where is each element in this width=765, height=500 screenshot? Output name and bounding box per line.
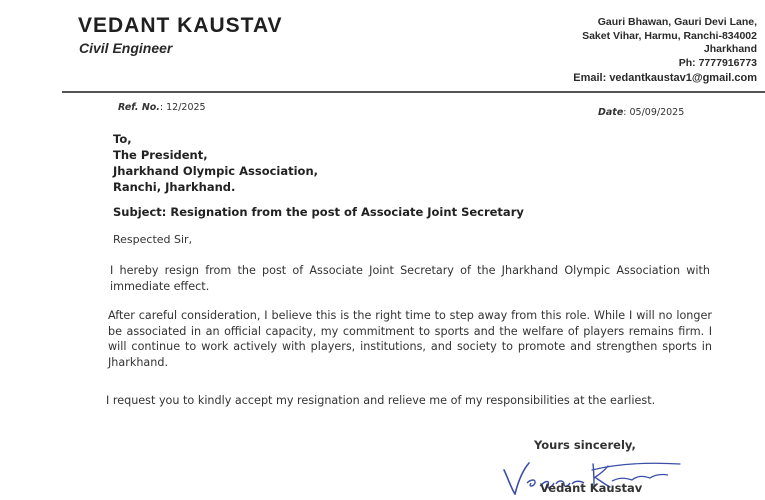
letterhead-address [582, 16, 757, 57]
recipient-address [113, 131, 318, 195]
address-line: Saket Vihar, Harmu, Ranchi-834002 [582, 29, 757, 42]
address-line: Gauri Bhawan, Gauri Devi Lane, [597, 16, 757, 28]
letterhead-email: Email: vedantkaustav1@gmail.com [573, 72, 757, 84]
address-line: Jharkhand [703, 43, 757, 55]
body-paragraph: I request you to kindly accept my resignation and relieve me of my responsibilities at the earliest. [106, 394, 656, 407]
recipient-line: The President, [113, 148, 208, 162]
salutation: Respected Sir, [113, 233, 193, 246]
body-paragraph: I hereby resign from the post of Associate Joint Secretary of the Jharkhand Olympic Association with immediate effect. [110, 264, 710, 293]
recipient-line: To, [113, 132, 132, 146]
reference-number [118, 102, 206, 113]
recipient-line: Ranchi, Jharkhand. [113, 180, 236, 194]
ref-label: Ref. No. [118, 102, 160, 113]
letterhead-title: Civil Engineer [79, 40, 173, 56]
signatory-name: Vedant Kaustav [540, 481, 643, 495]
ref-value: : 12/2025 [159, 102, 206, 113]
letterhead-phone: Ph: 7777916773 [678, 57, 757, 69]
body-paragraph: After careful consideration, I believe this is the right time to step away from this role. While I will no longer be associated in an official capacity, my commitment to sports and the welfare of players remains firm. I will continue to work actively with players, institutions, and society to promote and strengthen sports in Jharkhand. [108, 309, 712, 369]
letter-date [598, 107, 684, 118]
subject-line: Subject: Resignation from the post of Associate Joint Secretary [113, 205, 524, 219]
date-value: : 05/09/2025 [623, 107, 685, 118]
recipient-line: Jharkhand Olympic Association, [113, 164, 319, 178]
date-label: Date [598, 107, 624, 118]
letterhead-divider [62, 91, 765, 93]
closing: Yours sincerely, [534, 438, 636, 452]
letterhead-name: VEDANT KAUSTAV [78, 14, 283, 37]
